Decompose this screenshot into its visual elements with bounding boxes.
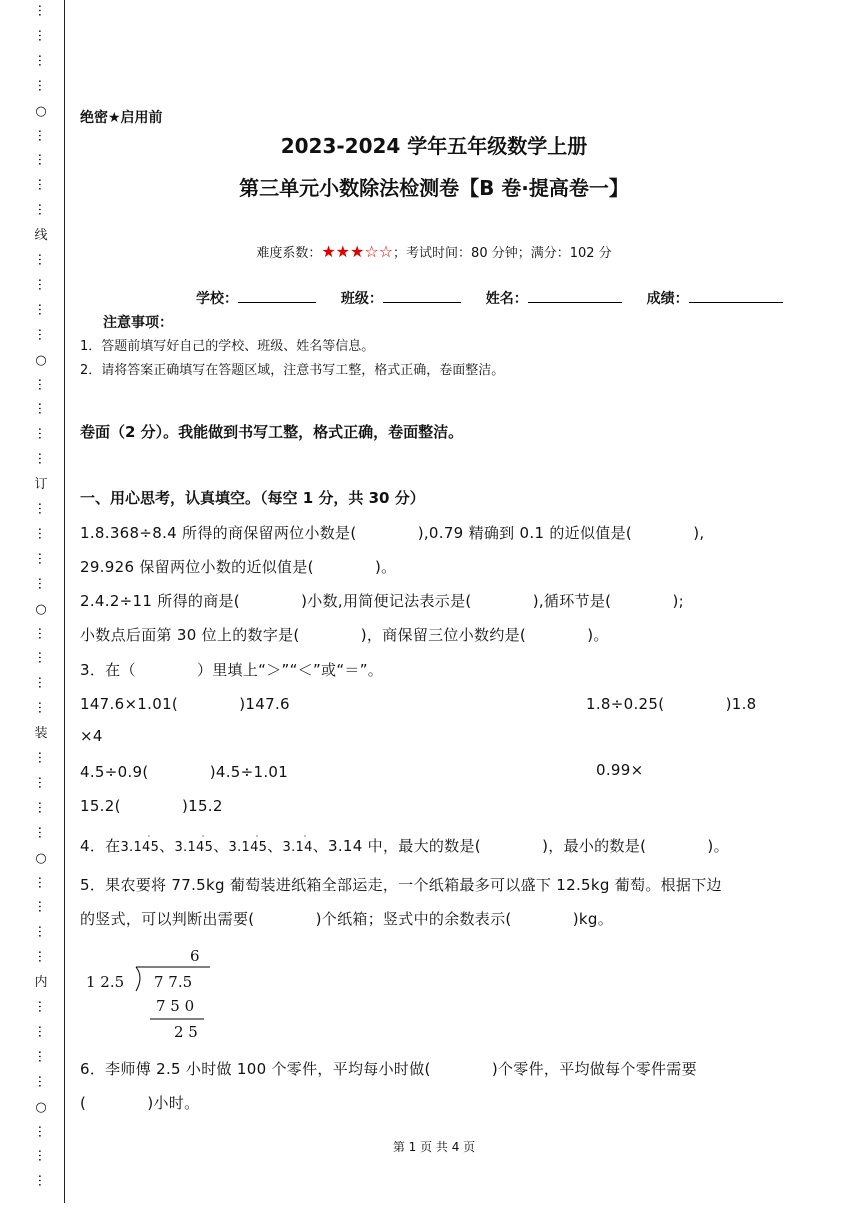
question-1-line-1: 1.8.368÷8.4 所得的商保留两位小数是( ),0.79 精确到 0.1 的近似值是( ),: [80, 524, 705, 542]
exam-title: 2023-2024 学年五年级数学上册: [280, 134, 588, 158]
subtraction-line: [150, 1017, 204, 1021]
binding-dots: …: [35, 526, 50, 540]
repeating-decimal: 3.145 ·: [228, 832, 268, 855]
binding-dots: …: [35, 701, 50, 715]
binding-dots: …: [35, 1024, 50, 1038]
question-3a-wrap: ×4: [80, 727, 103, 745]
binding-dots: …: [35, 203, 50, 217]
student-info-row: [196, 288, 783, 308]
repeating-decimal: 3.145 ·: [174, 832, 214, 855]
difficulty-label: 难度系数：: [256, 246, 322, 261]
binding-dots: …: [35, 128, 50, 142]
repeat-dot-icon: ·: [255, 832, 259, 842]
binding-circle-icon: ○: [35, 601, 47, 617]
score-field[interactable]: [689, 288, 783, 303]
question-2-line-2: 小数点后面第 30 位上的数字是( )，商保留三位小数约是( )。: [80, 626, 609, 644]
binding-dots: …: [35, 452, 50, 466]
binding-label: 内: [34, 975, 48, 991]
binding-circle-icon: ○: [35, 850, 47, 866]
page-footer: 第 1 页 共 4 页: [392, 1140, 476, 1154]
class-field[interactable]: [383, 288, 461, 303]
binding-dots: …: [35, 751, 50, 764]
binding-dots: …: [35, 875, 50, 889]
question-3b-wrap: 15.2( )15.2: [80, 797, 223, 815]
binding-circle-icon: ○: [35, 1099, 47, 1115]
repeating-decimal: 3.14 ·: [282, 832, 313, 855]
binding-label: 线: [34, 228, 48, 244]
repeat-dot-icon: ·: [303, 832, 307, 842]
repeat-dot-icon: ·: [147, 832, 151, 842]
question-3a-right: 1.8÷0.25( )1.8: [586, 695, 757, 713]
product: 7 5 0: [156, 997, 195, 1015]
question-3-title: 3．在（ ）里填上“＞”“＜”或“＝”。: [80, 661, 384, 679]
class-label: 班级：: [340, 291, 383, 307]
score-label: 成绩：: [646, 291, 689, 307]
binding-dots: …: [35, 427, 50, 441]
binding-dots: …: [35, 576, 50, 590]
binding-dots: …: [35, 53, 50, 67]
binding-dots: …: [35, 1049, 50, 1063]
binding-label: 装: [34, 726, 48, 742]
binding-dots: …: [35, 253, 50, 266]
confidential-label: 绝密★启用前: [80, 110, 163, 126]
binding-dots: …: [35, 626, 50, 640]
question-3b-right: 0.99×: [596, 761, 644, 779]
question-3a-left: 147.6×1.01( )147.6: [80, 695, 290, 713]
exam-time-score: ；考试时间：80 分钟；满分：102 分: [393, 246, 612, 261]
binding-dots: …: [35, 551, 50, 565]
repeating-decimal: 3.145 ·: [120, 832, 160, 855]
question-5-line-2: 的竖式，可以判断出需要( )个纸箱；竖式中的余数表示( )kg。: [80, 910, 614, 928]
binding-label: 订: [34, 477, 48, 493]
school-field[interactable]: [238, 288, 316, 303]
binding-dots: …: [35, 775, 50, 789]
binding-dots: …: [35, 28, 50, 42]
neatness-statement: 卷面（2 分）。我能做到书写工整，格式正确，卷面整洁。: [80, 423, 464, 441]
note-item: 1．答题前填写好自己的学校、班级、姓名等信息。: [80, 339, 375, 354]
question-4: 4．在3.145 · 、3.145 · 、3.145 · 、3.14 · 、3.14 中，最大的数是( )，最小的数是( )。: [80, 832, 729, 855]
binding-dots: …: [35, 402, 50, 416]
difficulty-stars-icon: ★★★☆☆: [321, 242, 394, 261]
exam-subtitle: 第三单元小数除法检测卷【B 卷·提高卷一】: [239, 176, 629, 200]
binding-circle-icon: ○: [35, 103, 47, 119]
binding-dots: …: [35, 302, 50, 316]
binding-dots: …: [35, 327, 50, 341]
binding-dots: …: [35, 4, 50, 17]
binding-dots: …: [35, 1074, 50, 1088]
binding-dots: …: [35, 153, 50, 167]
binding-dots: …: [35, 502, 50, 515]
question-1-line-2: 29.926 保留两位小数的近似值是( )。: [80, 558, 397, 576]
binding-dots: …: [35, 825, 50, 839]
binding-dots: …: [35, 676, 50, 690]
question-6-line-2: ( )小时。: [80, 1094, 200, 1112]
quotient: 6: [190, 947, 200, 965]
divisor: 1 2.5: [86, 973, 125, 991]
binding-dots: …: [35, 1149, 50, 1163]
school-label: 学校：: [196, 291, 238, 307]
question-3b-left: 4.5÷0.9( )4.5÷1.01: [80, 763, 289, 781]
binding-dots: …: [35, 900, 50, 914]
question-2-line-1: 2.4.2÷11 所得的商是( )小数,用简便记法表示是( ),循环节是( );: [80, 592, 684, 610]
section-1-title: 一、用心思考，认真填空。（每空 1 分，共 30 分）: [80, 489, 425, 507]
notes-title: 注意事项：: [103, 315, 173, 331]
binding-dots: …: [35, 950, 50, 964]
binding-dots: …: [35, 277, 50, 291]
binding-dots: …: [35, 178, 50, 192]
binding-dots: …: [35, 78, 50, 92]
repeat-dot-icon: ·: [201, 832, 205, 842]
binding-dots: …: [35, 800, 50, 814]
dividend: 7 7.5: [154, 973, 193, 991]
binding-circle-icon: ○: [35, 352, 47, 368]
binding-dots: …: [35, 1124, 50, 1138]
binding-dots: …: [35, 651, 50, 665]
remainder: 2 5: [174, 1023, 198, 1041]
name-label: 姓名：: [485, 291, 528, 307]
long-division: [80, 945, 220, 1045]
question-6-line-1: 6．李师傅 2.5 小时做 100 个零件，平均每小时做( )个零件，平均做每个零件需要: [80, 1060, 697, 1078]
binding-dots: …: [35, 377, 50, 391]
note-item: 2．请将答案正确填写在答题区域，注意书写工整，格式正确，卷面整洁。: [80, 363, 505, 378]
binding-dots: …: [35, 925, 50, 939]
question-5-line-1: 5．果农要将 77.5kg 葡萄装进纸箱全部运走，一个纸箱最多可以盛下 12.5kg 葡萄。根据下边: [80, 876, 722, 894]
binding-dots: …: [35, 1000, 50, 1013]
binding-dots: …: [35, 1174, 50, 1188]
exam-meta: [0, 242, 868, 261]
name-field[interactable]: [528, 288, 622, 303]
